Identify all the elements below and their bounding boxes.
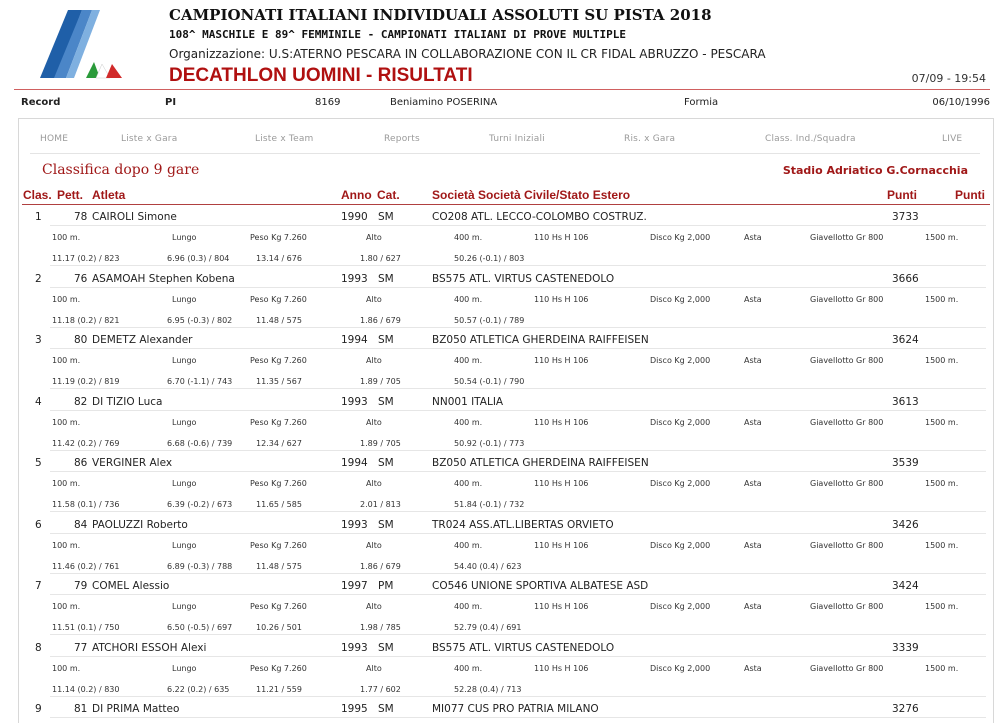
athlete-club: TR024 ASS.ATL.LIBERTAS ORVIETO (432, 518, 614, 531)
event-label: 100 m. (52, 356, 81, 365)
event-label: 100 m. (52, 479, 81, 488)
event-label: Disco Kg 2,000 (650, 417, 711, 427)
col-cat: Cat. (377, 188, 400, 202)
event-label: 1500 m. (925, 540, 959, 550)
event-result: 11.35 / 567 (256, 377, 302, 386)
athlete-name: ASAMOAH Stephen Kobena (92, 272, 235, 285)
fidal-logo (34, 6, 130, 84)
event-result: 51.84 (-0.1) / 732 (454, 500, 525, 509)
row-divider (50, 225, 986, 226)
event-label: Peso Kg 7.260 (250, 417, 307, 427)
event-result: 11.19 (0.2) / 819 (52, 377, 120, 386)
athlete-club: BZ050 ATLETICA GHERDEINA RAIFFEISEN (432, 457, 649, 469)
athlete-year: 1993 (341, 518, 368, 531)
event-result: 50.54 (-0.1) / 790 (454, 377, 525, 386)
event-result: 1.77 / 602 (360, 684, 401, 694)
header-divider (14, 89, 990, 90)
event-label: Alto (366, 294, 382, 304)
athlete-bib: 76 (74, 272, 88, 285)
row-divider (50, 327, 986, 328)
event-label: Alto (366, 356, 382, 365)
event-label: Peso Kg 7.260 (250, 602, 307, 611)
event-label: Lungo (172, 294, 197, 304)
organization: Organizzazione: U.S:ATERNO PESCARA IN COLLABORAZIONE CON IL CR FIDAL ABRUZZO - PESCARA (169, 47, 766, 61)
event-label: Alto (366, 417, 382, 427)
athlete-row (22, 330, 986, 392)
event-label: Giavellotto Gr 800 (810, 540, 884, 550)
event-label: Asta (744, 540, 762, 550)
athlete-category: SM (378, 703, 394, 715)
event-result: 6.39 (-0.2) / 673 (167, 500, 233, 509)
athlete-club: NN001 ITALIA (432, 395, 504, 408)
athlete-bib: 82 (74, 395, 88, 408)
athlete-row (22, 576, 986, 638)
event-result: 6.89 (-0.3) / 788 (167, 561, 233, 571)
event-result: 11.14 (0.2) / 830 (52, 684, 120, 694)
event-label: Peso Kg 7.260 (250, 294, 307, 304)
event-result: 54.40 (0.4) / 623 (454, 561, 522, 571)
athlete-year: 1994 (341, 334, 368, 346)
row-divider (50, 594, 986, 595)
row-divider (50, 533, 986, 534)
event-label: Giavellotto Gr 800 (810, 417, 884, 427)
row-divider (50, 410, 986, 411)
event-label: 400 m. (454, 356, 483, 365)
event-result: 13.14 / 676 (256, 254, 302, 263)
athlete-name: ATCHORI ESSOH Alexi (92, 641, 207, 654)
event-label: Lungo (172, 663, 197, 673)
athlete-category: SM (378, 518, 394, 531)
menu-reports[interactable]: Reports (384, 134, 420, 144)
record-type: PI (165, 97, 177, 108)
menu-class-ind-squadra[interactable]: Class. Ind./Squadra (765, 134, 856, 144)
athlete-points: 3613 (892, 395, 919, 408)
col-points: Punti (887, 188, 917, 202)
athlete-year: 1993 (341, 641, 368, 654)
athlete-position: 9 (35, 703, 42, 715)
event-result: 6.95 (-0.3) / 802 (167, 315, 233, 325)
athlete-row (22, 207, 986, 269)
event-result: 52.28 (0.4) / 713 (454, 684, 522, 694)
event-label: Disco Kg 2,000 (650, 479, 711, 488)
event-label: 110 Hs H 106 (534, 294, 589, 304)
athlete-year: 1994 (341, 457, 368, 469)
event-result: 11.48 / 575 (256, 561, 302, 571)
event-label: 400 m. (454, 540, 483, 550)
table-header-divider (22, 204, 990, 205)
athlete-name: PAOLUZZI Roberto (92, 518, 188, 531)
event-label: 110 Hs H 106 (534, 540, 589, 550)
event-label: 110 Hs H 106 (534, 417, 589, 427)
event-label: Disco Kg 2,000 (650, 540, 711, 550)
row-divider (50, 471, 986, 472)
event-label: Lungo (172, 417, 197, 427)
event-label: 100 m. (52, 294, 81, 304)
athlete-position: 6 (35, 518, 42, 531)
event-result: 6.22 (0.2) / 635 (167, 684, 230, 694)
venue: Stadio Adriatico G.Cornacchia (782, 164, 968, 177)
col-clas: Clas. (23, 188, 52, 202)
event-result: 11.17 (0.2) / 823 (52, 254, 120, 263)
athlete-year: 1990 (341, 211, 368, 223)
event-label: Asta (744, 294, 762, 304)
athlete-name: DEMETZ Alexander (92, 334, 193, 346)
menu-ris-gara[interactable]: Ris. x Gara (624, 134, 676, 144)
athlete-club: BZ050 ATLETICA GHERDEINA RAIFFEISEN (432, 334, 649, 346)
athlete-position: 8 (35, 641, 42, 654)
athlete-bib: 78 (74, 211, 88, 223)
event-result: 11.18 (0.2) / 821 (52, 315, 120, 325)
event-label: Alto (366, 479, 382, 488)
page-subtitle: 108^ MASCHILE E 89^ FEMMINILE - CAMPIONATI ITALIANI DI PROVE MULTIPLE (169, 28, 626, 41)
event-label: Lungo (172, 479, 197, 488)
event-label: 1500 m. (925, 479, 959, 488)
event-result: 11.48 / 575 (256, 315, 302, 325)
athlete-year: 1995 (341, 703, 368, 715)
event-label: 110 Hs H 106 (534, 602, 589, 611)
event-label: 100 m. (52, 417, 81, 427)
row-divider (50, 717, 986, 718)
event-label: Giavellotto Gr 800 (810, 356, 884, 365)
event-label: 1500 m. (925, 602, 959, 611)
event-result: 12.34 / 627 (256, 438, 302, 448)
event-result: 6.50 (-0.5) / 697 (167, 623, 233, 632)
event-label: Alto (366, 602, 382, 611)
event-label: 1500 m. (925, 356, 959, 365)
record-athlete: Beniamino POSERINA (390, 97, 498, 108)
event-result: 11.42 (0.2) / 769 (52, 438, 120, 448)
event-result: 11.21 / 559 (256, 684, 302, 694)
event-label: Giavellotto Gr 800 (810, 479, 884, 488)
datetime: 07/09 - 19:54 (911, 72, 986, 85)
athlete-row (22, 269, 986, 331)
row-divider (50, 348, 986, 349)
event-label: 400 m. (454, 233, 483, 242)
col-points-2: Punti (955, 188, 985, 202)
athlete-points: 3339 (892, 641, 919, 654)
event-label: Peso Kg 7.260 (250, 479, 307, 488)
event-result: 6.70 (-1.1) / 743 (167, 377, 233, 386)
athlete-position: 7 (35, 580, 42, 592)
event-result: 1.86 / 679 (360, 561, 401, 571)
athlete-club: CO208 ATL. LECCO-COLOMBO COSTRUZ. (432, 211, 647, 223)
athlete-row (22, 699, 986, 723)
event-label: Disco Kg 2,000 (650, 233, 711, 242)
event-label: Giavellotto Gr 800 (810, 602, 884, 611)
event-label: 1500 m. (925, 233, 959, 242)
athlete-club: BS575 ATL. VIRTUS CASTENEDOLO (432, 272, 615, 285)
section-title: Classifica dopo 9 gare (42, 162, 200, 178)
athlete-row (22, 392, 986, 454)
event-label: 1500 m. (925, 417, 959, 427)
event-label: 100 m. (52, 663, 81, 673)
event-label: 400 m. (454, 602, 483, 611)
event-label: Disco Kg 2,000 (650, 356, 711, 365)
event-result: 52.79 (0.4) / 691 (454, 623, 522, 632)
event-label: Giavellotto Gr 800 (810, 663, 884, 673)
row-divider (50, 656, 986, 657)
record-points: 8169 (315, 97, 341, 108)
menu-divider (30, 153, 980, 154)
event-label: Disco Kg 2,000 (650, 602, 711, 611)
menu-liste-gara[interactable]: Liste x Gara (121, 134, 178, 144)
event-result: 11.58 (0.1) / 736 (52, 500, 120, 509)
athlete-points: 3424 (892, 580, 919, 592)
event-result: 6.68 (-0.6) / 739 (167, 438, 233, 448)
athlete-bib: 86 (74, 457, 88, 469)
event-result: 6.96 (0.3) / 804 (167, 254, 230, 263)
athlete-bib: 79 (74, 580, 88, 592)
menu-liste-team[interactable]: Liste x Team (255, 134, 314, 144)
athlete-category: SM (378, 334, 394, 346)
athlete-points: 3426 (892, 518, 919, 531)
athlete-category: SM (378, 211, 394, 223)
athlete-row (22, 453, 986, 515)
athlete-bib: 81 (74, 703, 88, 715)
event-label: Peso Kg 7.260 (250, 540, 307, 550)
event-result: 1.89 / 705 (360, 438, 401, 448)
event-label: Alto (366, 663, 382, 673)
event-label: Asta (744, 417, 762, 427)
athlete-points: 3733 (892, 211, 919, 223)
event-label: 400 m. (454, 663, 483, 673)
event-label: 100 m. (52, 602, 81, 611)
event-result: 1.89 / 705 (360, 377, 401, 386)
athlete-club: CO546 UNIONE SPORTIVA ALBATESE ASD (432, 580, 649, 592)
athlete-category: SM (378, 641, 394, 654)
athlete-position: 3 (35, 334, 42, 346)
athlete-bib: 84 (74, 518, 88, 531)
athlete-category: PM (378, 580, 394, 592)
event-result: 2.01 / 813 (360, 500, 401, 509)
row-divider (50, 287, 986, 288)
athlete-year: 1993 (341, 395, 368, 408)
event-result: 1.86 / 679 (360, 315, 401, 325)
row-divider (50, 450, 986, 451)
athlete-points: 3624 (892, 334, 919, 346)
athlete-name: VERGINER Alex (92, 457, 173, 469)
event-label: 400 m. (454, 479, 483, 488)
event-label: Lungo (172, 602, 197, 611)
athlete-row (22, 638, 986, 700)
event-result: 1.98 / 785 (360, 623, 401, 632)
athlete-points: 3276 (892, 703, 919, 715)
event-title: DECATHLON UOMINI - RISULTATI (169, 65, 473, 86)
event-label: Asta (744, 233, 762, 242)
event-label: Asta (744, 602, 762, 611)
event-result: 50.26 (-0.1) / 803 (454, 254, 525, 263)
event-result: 11.51 (0.1) / 750 (52, 623, 120, 632)
athlete-year: 1993 (341, 272, 368, 285)
event-label: Disco Kg 2,000 (650, 663, 711, 673)
col-pett: Pett. (57, 188, 84, 202)
athlete-category: SM (378, 395, 394, 408)
row-divider (50, 265, 986, 266)
athlete-points: 3539 (892, 457, 919, 469)
event-label: Disco Kg 2,000 (650, 294, 711, 304)
event-label: 400 m. (454, 417, 483, 427)
event-label: Alto (366, 540, 382, 550)
event-label: Alto (366, 233, 382, 242)
athlete-position: 1 (35, 211, 42, 223)
event-label: 100 m. (52, 233, 81, 242)
record-date: 06/10/1996 (932, 97, 990, 108)
event-label: Giavellotto Gr 800 (810, 294, 884, 304)
event-label: 100 m. (52, 540, 81, 550)
athlete-position: 5 (35, 457, 42, 469)
event-result: 11.46 (0.2) / 761 (52, 561, 120, 571)
menu-live[interactable]: LIVE (942, 134, 963, 144)
athlete-bib: 80 (74, 334, 88, 346)
event-label: 110 Hs H 106 (534, 663, 589, 673)
row-divider (50, 696, 986, 697)
athlete-bib: 77 (74, 641, 88, 654)
menu-turni-iniziali[interactable]: Turni Iniziali (489, 134, 545, 144)
event-result: 10.26 / 501 (256, 623, 302, 632)
event-label: 400 m. (454, 294, 483, 304)
menu-home[interactable]: HOME (40, 134, 69, 144)
athlete-name: DI TIZIO Luca (92, 395, 163, 408)
athlete-year: 1997 (341, 580, 368, 592)
record-label: Record (21, 97, 61, 108)
page-title: CAMPIONATI ITALIANI INDIVIDUALI ASSOLUTI SU PISTA 2018 (169, 6, 712, 24)
athlete-club: MI077 CUS PRO PATRIA MILANO (432, 703, 599, 715)
event-label: Lungo (172, 540, 197, 550)
event-label: Giavellotto Gr 800 (810, 233, 884, 242)
row-divider (50, 573, 986, 574)
row-divider (50, 388, 986, 389)
event-label: Peso Kg 7.260 (250, 233, 307, 242)
event-result: 50.92 (-0.1) / 773 (454, 438, 525, 448)
athlete-name: COMEL Alessio (92, 580, 170, 592)
event-label: 110 Hs H 106 (534, 233, 589, 242)
event-label: 110 Hs H 106 (534, 356, 589, 365)
event-label: Lungo (172, 356, 197, 365)
event-result: 50.57 (-0.1) / 789 (454, 315, 525, 325)
athlete-position: 2 (35, 272, 42, 285)
col-athlete: Atleta (92, 188, 126, 202)
athlete-name: DI PRIMA Matteo (92, 703, 180, 715)
athlete-category: SM (378, 272, 394, 285)
col-club: Società Società Civile/Stato Estero (432, 188, 631, 202)
event-label: Lungo (172, 233, 197, 242)
athlete-position: 4 (35, 395, 42, 408)
record-place: Formia (684, 97, 719, 108)
event-result: 11.65 / 585 (256, 500, 302, 509)
event-label: Asta (744, 663, 762, 673)
event-label: Asta (744, 356, 762, 365)
row-divider (50, 634, 986, 635)
athlete-club: BS575 ATL. VIRTUS CASTENEDOLO (432, 641, 615, 654)
row-divider (50, 511, 986, 512)
event-result: 1.80 / 627 (360, 254, 401, 263)
event-label: 110 Hs H 106 (534, 479, 589, 488)
event-label: Asta (744, 479, 762, 488)
event-label: 1500 m. (925, 663, 959, 673)
event-label: Peso Kg 7.260 (250, 356, 307, 365)
athlete-row (22, 515, 986, 577)
athlete-name: CAIROLI Simone (92, 211, 177, 223)
athlete-points: 3666 (892, 272, 919, 285)
athlete-category: SM (378, 457, 394, 469)
event-label: 1500 m. (925, 294, 959, 304)
event-label: Peso Kg 7.260 (250, 663, 307, 673)
col-year: Anno (341, 188, 372, 202)
